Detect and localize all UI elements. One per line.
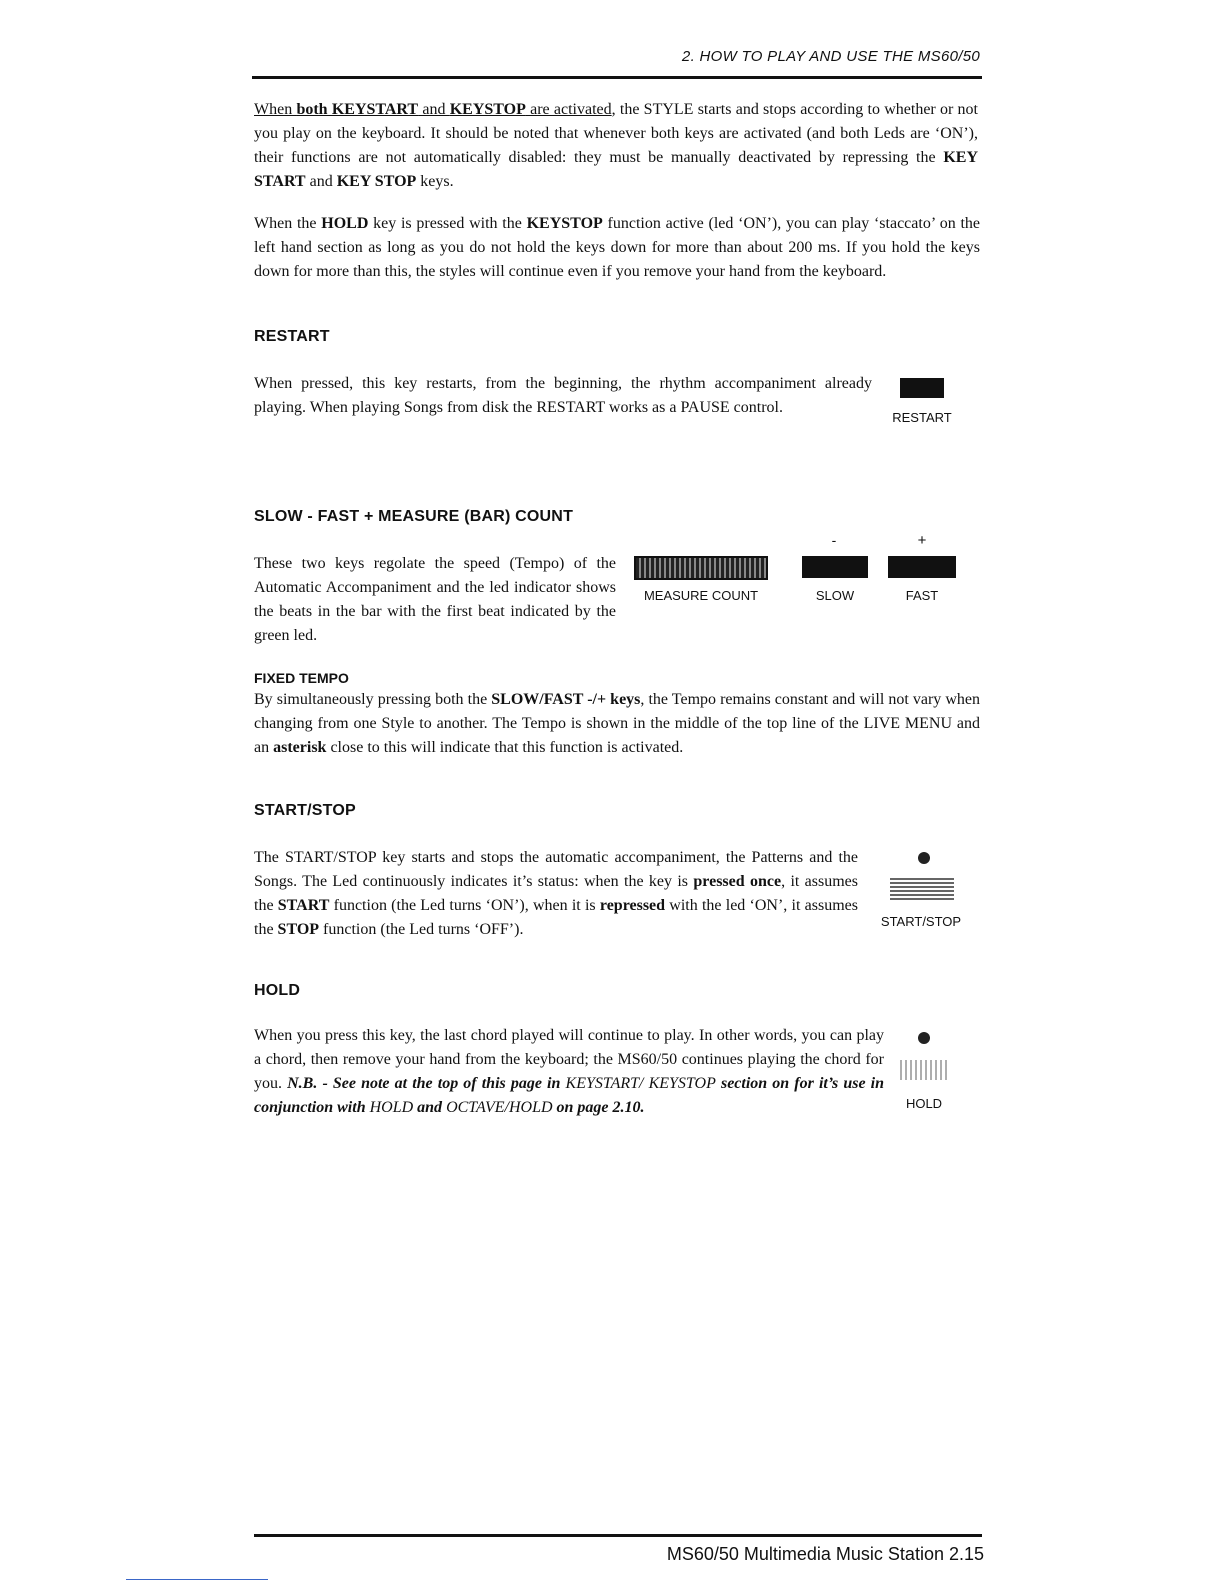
intro-p2-b1: HOLD: [321, 215, 369, 232]
running-head: 2. HOW TO PLAY AND USE THE MS60/50: [681, 48, 980, 65]
hold-led-icon: [918, 1032, 930, 1044]
fixed-tempo-t2: , the Tempo remains constant and will not vary when changing from one Style to another. The Tempo is shown in the middle of the top line of the LIVE MENU and an: [254, 691, 981, 756]
intro-p1-t1: , the STYLE starts and stops according to whether or not you play on the keyboard. It should be noted that whenever both keys are activated (and both Leds are ‘ON’), their functions are not automatically disabled: they must be manually deactivated by repressing the: [254, 101, 979, 166]
startstop-key[interactable]: [890, 878, 954, 900]
link-underline: [126, 1579, 268, 1580]
intro-p2-b2: KEYSTOP: [526, 215, 603, 232]
footer-rule: [254, 1534, 982, 1537]
hold-key-label: HOLD: [905, 1096, 943, 1111]
slowfast-heading: SLOW - FAST + MEASURE (BAR) COUNT: [254, 508, 574, 525]
intro-p1-u1: When: [254, 101, 297, 118]
slowfast-body: These two keys regolate the speed (Tempo) of the Automatic Accompaniment and the led indicator shows the beats in the bar with the first beat indicated by the green led.: [254, 555, 616, 644]
startstop-t5: function (the Led turns ‘OFF’).: [319, 921, 524, 938]
hold-bi1: N.B. - See note at the top of this page in: [287, 1075, 566, 1092]
intro-p1-t2: and: [305, 173, 337, 190]
restart-key-label: RESTART: [892, 410, 952, 425]
hold-key[interactable]: [900, 1060, 948, 1080]
intro-p1-b1: KEY START: [254, 149, 978, 190]
startstop-b1: pressed once: [693, 873, 782, 890]
startstop-key-label: START/STOP: [880, 914, 962, 929]
startstop-b2: START: [277, 897, 330, 914]
hold-heading: HOLD: [254, 982, 301, 999]
slow-key-label: SLOW: [815, 588, 855, 603]
restart-key[interactable]: [900, 378, 944, 398]
intro-p1-u3: and: [418, 101, 450, 118]
plus-sign: +: [917, 532, 927, 549]
fixed-tempo-b1: SLOW/FAST -/+ keys: [491, 691, 641, 708]
hold-it3: OCTAVE/HOLD: [446, 1099, 553, 1116]
hold-body: [254, 1024, 884, 1120]
intro-paragraph-1: [254, 98, 978, 194]
slow-key[interactable]: [802, 556, 868, 578]
hold-bi2: section on for it’s use in conjunction with: [254, 1075, 885, 1116]
measure-count-led-display: [634, 556, 768, 580]
startstop-led-icon: [918, 852, 930, 864]
hold-bi3: and: [413, 1099, 447, 1116]
startstop-b3: repressed: [599, 897, 666, 914]
restart-body: When pressed, this key restarts, from the beginning, the rhythm accompaniment already playing. When playing Songs from disk the RESTART works as a PAUSE control.: [254, 375, 872, 416]
startstop-b4: STOP: [277, 921, 320, 938]
startstop-body: [254, 846, 858, 942]
hold-t1: When you press this key, the last chord played will continue to play. In other words, you can play a chord, then remove your hand from the keyboard; the MS60/50 continues playing the chord for you.: [254, 1027, 884, 1092]
measure-count-label: MEASURE COUNT: [643, 588, 759, 603]
intro-p1-u2: both KEYSTART: [296, 101, 419, 118]
fast-key[interactable]: [888, 556, 956, 578]
intro-p2-t2: key is pressed with the: [368, 215, 527, 232]
startstop-heading: START/STOP: [254, 802, 356, 819]
hold-it1: KEYSTART/ KEYSTOP: [565, 1075, 716, 1092]
intro-paragraph-2: [254, 212, 980, 284]
minus-sign: -: [831, 532, 837, 548]
fixed-tempo-heading: FIXED TEMPO: [254, 670, 349, 686]
intro-p1-u5: are activated: [525, 101, 612, 118]
startstop-t1: The START/STOP key starts and stops the automatic accompaniment, the Patterns and the Songs. The Led continuously indicates it’s status: when the key is: [254, 849, 858, 890]
fixed-tempo-body: [254, 688, 980, 760]
intro-p1-u4: KEYSTOP: [449, 101, 526, 118]
intro-p2-t3: function active (led ‘ON’), you can play ‘staccato’ on the left hand section as long as you do not hold the keys down for more than about 200 ms. If you hold the keys down for more than this, the styles will continue even if you remove your hand from the keyboard.: [254, 215, 981, 280]
fixed-tempo-t1: By simultaneously pressing both the: [254, 691, 492, 708]
header-rule: [252, 76, 982, 79]
intro-p1-b2: KEY STOP: [336, 173, 417, 190]
startstop-t4: with the led ‘ON’, it assumes the: [254, 897, 858, 938]
fixed-tempo-b2: asterisk: [273, 739, 327, 756]
hold-bi4: on page 2.10.: [552, 1099, 645, 1116]
hold-it2: HOLD: [369, 1099, 414, 1116]
restart-heading: RESTART: [254, 328, 330, 345]
intro-p1-t3: keys.: [416, 173, 454, 190]
startstop-t2: , it assumes the: [254, 873, 859, 914]
fixed-tempo-t3: close to this will indicate that this function is activated.: [326, 739, 684, 756]
startstop-t3: function (the Led turns ‘ON’), when it is: [329, 897, 600, 914]
fast-key-label: FAST: [905, 588, 939, 603]
intro-p2-t1: When the: [254, 215, 322, 232]
footer-text: MS60/50 Multimedia Music Station 2.15: [666, 1544, 984, 1564]
